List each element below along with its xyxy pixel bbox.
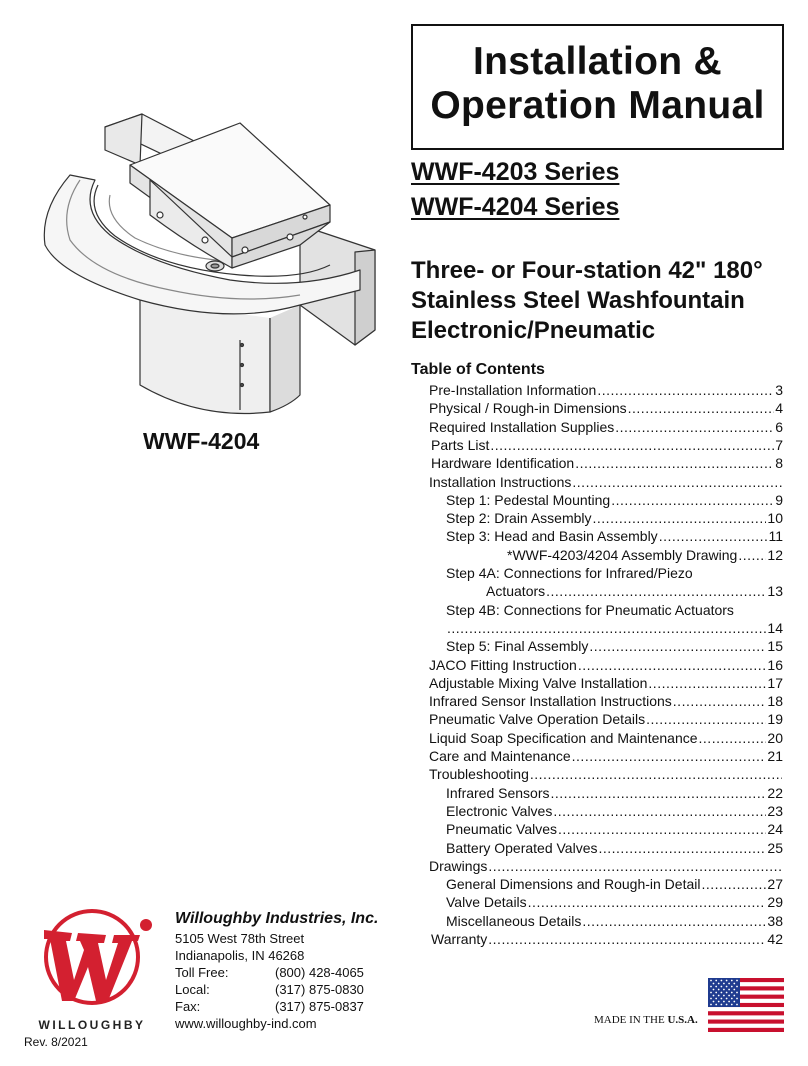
- toc-entry-page: 13: [767, 583, 783, 600]
- revision-date: Rev. 8/2021: [24, 1035, 88, 1049]
- toc-entry-label: Pneumatic Valves: [446, 821, 558, 838]
- company-website: www.willoughby-ind.com: [175, 1016, 317, 1031]
- toc-entry-label: Physical / Rough-in Dimensions: [429, 400, 627, 417]
- title-line-2: Operation Manual: [430, 84, 765, 127]
- toc-entry: [446, 839, 783, 857]
- toc-entry: [429, 473, 783, 491]
- toc-entry: [429, 747, 783, 765]
- toc-entry: [429, 381, 783, 399]
- toc-entry-page: 42: [767, 931, 783, 947]
- toc-entry-page: 12: [767, 546, 783, 563]
- toc-entry-page: 19: [767, 711, 783, 728]
- toc-entry: [507, 546, 783, 564]
- toc-entry-page: 24: [767, 821, 783, 838]
- toc-entry-label: General Dimensions and Rough-in Detail: [446, 876, 701, 893]
- toc-entry: [431, 436, 783, 454]
- toc-entry: [446, 912, 783, 930]
- toc-leader-dots: [593, 509, 767, 527]
- toc-entry-page: 17: [767, 674, 783, 691]
- toc-entry-page: 23: [767, 802, 783, 819]
- toc-leader-dots: [572, 473, 782, 491]
- toc-entry-label: Parts List: [431, 436, 490, 453]
- toc-leader-dots: [611, 491, 774, 509]
- toc-entry: [446, 509, 783, 527]
- toc-entry: [446, 564, 783, 582]
- toc-entry: [446, 802, 783, 820]
- toc-entry-label: Drawings: [429, 857, 488, 874]
- toc-entry-page: 20: [767, 729, 783, 746]
- toc-leader-dots: [575, 454, 774, 472]
- toc-entry-label: JACO Fitting Instruction: [429, 656, 577, 673]
- toc-leader-dots: [488, 930, 766, 948]
- toc-entry: [429, 418, 783, 436]
- toc-entry: [486, 582, 783, 600]
- toc-entry-label: Warranty: [431, 931, 488, 947]
- toc-entry: [446, 637, 783, 655]
- toc-leader-dots: [628, 399, 775, 417]
- toc-entry-page: 10: [767, 510, 783, 527]
- toc-leader-dots: [598, 839, 766, 857]
- description-line-2: Stainless Steel Washfountain: [411, 287, 745, 314]
- toc-entry-label: Pre-Installation Information: [429, 382, 597, 398]
- toc-leader-dots: [701, 875, 766, 893]
- toc-entry: [429, 729, 783, 747]
- made-in-prefix: MADE IN THE: [594, 1014, 665, 1026]
- toc-entry: [429, 857, 783, 875]
- toc-entry: [446, 784, 783, 802]
- toc-entry-page: 11: [768, 528, 783, 545]
- toc-entry-label: *WWF-4203/4204 Assembly Drawing: [507, 546, 738, 563]
- toc-entry-page: 14: [767, 619, 783, 636]
- toc-entry: [429, 399, 783, 417]
- toc-entry-label: Adjustable Mixing Valve Installation: [429, 674, 648, 691]
- toc-leader-dots: [597, 381, 774, 399]
- toc-leader-dots: [530, 765, 782, 783]
- toc-entry-label: Pneumatic Valve Operation Details: [429, 711, 646, 728]
- toc-entry: [431, 930, 783, 948]
- toc-leader-dots: [615, 418, 774, 436]
- toc-entry-label: Required Installation Supplies: [429, 418, 615, 435]
- toc-entry-label: Step 1: Pedestal Mounting: [446, 491, 611, 508]
- toc-entry: [446, 619, 783, 637]
- us-flag-icon: [708, 978, 784, 1032]
- toc-entry: [446, 875, 783, 893]
- series-name-1: WWF-4203 Series: [411, 158, 620, 186]
- toc-entry-page: 29: [767, 894, 783, 911]
- contact-value-tollfree: (800) 428-4065: [275, 965, 364, 980]
- washfountain-illustration: [40, 100, 400, 430]
- toc-leader-dots: [582, 912, 766, 930]
- toc-entry-label: Step 4B: Connections for Pneumatic Actuators: [446, 601, 734, 618]
- toc-entry-label: Battery Operated Valves: [446, 839, 598, 856]
- toc-entry-page: 22: [767, 784, 783, 801]
- toc-entry-page: 9: [775, 491, 783, 508]
- toc-leader-dots: [589, 637, 766, 655]
- title-line-1: Installation &: [472, 40, 723, 83]
- manual-title-box: [411, 24, 784, 150]
- made-in-usa-label: [594, 1014, 698, 1026]
- toc-entry: [446, 527, 783, 545]
- toc-entry: [446, 601, 783, 619]
- toc-entry-label: Step 5: Final Assembly: [446, 638, 589, 655]
- toc-leader-dots: [738, 546, 766, 564]
- toc-entry: [446, 491, 783, 509]
- toc-entry: [429, 674, 783, 692]
- toc-heading: Table of Contents: [411, 361, 545, 378]
- toc-leader-dots: [572, 747, 767, 765]
- toc-entry-page: 38: [767, 912, 783, 929]
- toc-entry-page: 6: [775, 418, 783, 435]
- toc-entry: [431, 454, 783, 472]
- toc-entry: [429, 765, 783, 783]
- made-in-country: U.S.A.: [667, 1014, 698, 1026]
- contact-value-fax: (317) 875-0837: [275, 999, 364, 1014]
- toc-leader-dots: [553, 802, 766, 820]
- toc-entry: [429, 692, 783, 710]
- toc-entry-label: Liquid Soap Specification and Maintenance: [429, 729, 698, 746]
- toc-leader-dots: [646, 710, 766, 728]
- contact-value-local: (317) 875-0830: [275, 982, 364, 997]
- series-name-2: WWF-4204 Series: [411, 193, 620, 221]
- toc-leader-dots: [490, 436, 774, 454]
- toc-entry-label: Actuators: [486, 583, 546, 600]
- toc-leader-dots: [673, 692, 767, 710]
- company-name: Willoughby Industries, Inc.: [175, 910, 379, 927]
- toc-entry-page: 15: [767, 638, 783, 655]
- toc-entry-label: Step 2: Drain Assembly: [446, 510, 592, 527]
- toc-entry-page: 16: [767, 656, 783, 673]
- contact-label-local: Local:: [175, 982, 210, 997]
- toc-entry-page: 21: [767, 748, 783, 764]
- toc-entry-page: 18: [767, 693, 783, 710]
- toc-entry-label: Care and Maintenance: [429, 748, 571, 764]
- toc-entry-page: 3: [775, 382, 783, 398]
- toc-entry-label: Infrared Sensor Installation Instructions: [429, 693, 672, 710]
- toc-entry: [429, 656, 783, 674]
- toc-leader-dots: [546, 582, 766, 600]
- toc-entry-label: Electronic Valves: [446, 802, 553, 819]
- toc-entry-page: 25: [767, 839, 783, 856]
- toc-entry: [446, 820, 783, 838]
- description-line-3: Electronic/Pneumatic: [411, 317, 656, 344]
- toc-entry: [429, 710, 783, 728]
- contact-label-tollfree: Toll Free:: [175, 965, 229, 980]
- company-address-street: 5105 West 78th Street: [175, 931, 305, 946]
- contact-label-fax: Fax:: [175, 999, 201, 1014]
- company-address-city: Indianapolis, IN 46268: [175, 948, 305, 963]
- toc-entry-label: Miscellaneous Details: [446, 912, 582, 929]
- toc-leader-dots: [578, 656, 767, 674]
- toc-entry-label: Troubleshooting: [429, 766, 529, 783]
- toc-leader-dots: [558, 820, 766, 838]
- toc-leader-dots: [551, 784, 767, 802]
- toc-leader-dots: [447, 619, 766, 637]
- toc-leader-dots: [648, 674, 766, 692]
- toc-entry-label: Step 4A: Connections for Infrared/Piezo: [446, 565, 693, 581]
- willoughby-logo: [22, 905, 162, 1035]
- toc-entry-label: Installation Instructions: [429, 473, 572, 490]
- toc-entry-page: 27: [767, 876, 783, 893]
- toc-leader-dots: [699, 729, 767, 747]
- logo-wordmark: WILLOUGHBY: [38, 1018, 146, 1032]
- toc-entry: [446, 893, 783, 911]
- toc-leader-dots: [528, 893, 767, 911]
- description-line-1: Three- or Four-station 42" 180°: [411, 257, 763, 284]
- toc-leader-dots: [659, 527, 768, 545]
- toc-entry-page: 7: [775, 436, 783, 453]
- toc-entry-label: Hardware Identification: [431, 455, 575, 472]
- toc-leader-dots: [488, 857, 782, 875]
- toc-entry-label: Infrared Sensors: [446, 784, 550, 801]
- model-label: WWF-4204: [143, 428, 260, 454]
- toc-entry-label: Step 3: Head and Basin Assembly: [446, 528, 658, 545]
- toc-entry-page: 8: [775, 455, 783, 472]
- toc-entry-label: Valve Details: [446, 894, 527, 911]
- toc-entry-page: 4: [775, 400, 783, 417]
